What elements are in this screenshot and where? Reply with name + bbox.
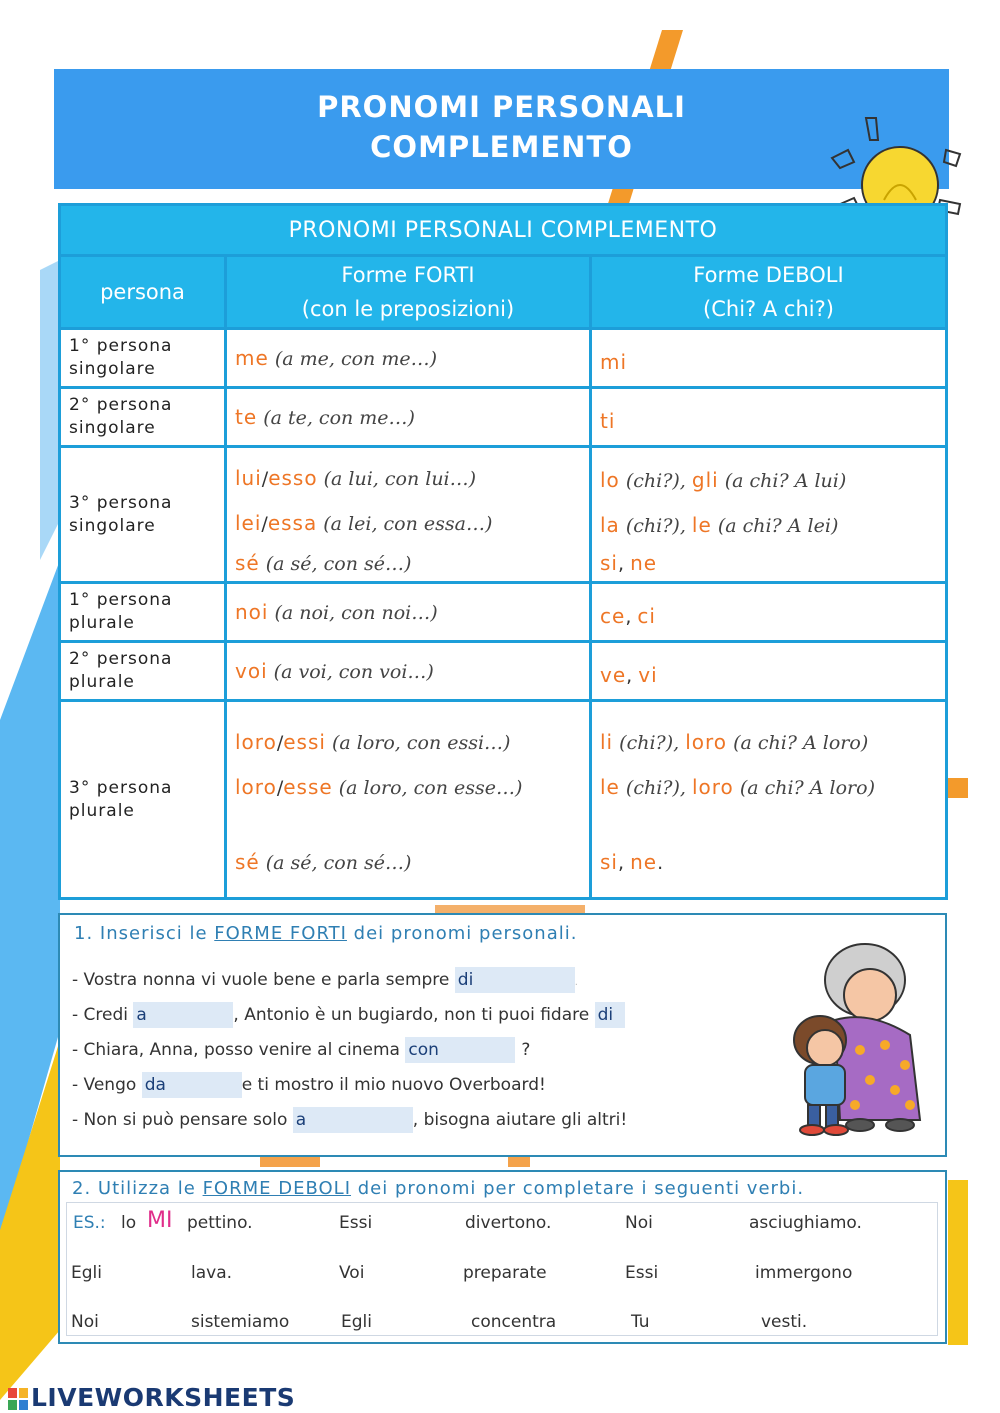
sentence-3 (72, 1037, 530, 1063)
strong-form: essi (283, 730, 326, 754)
persona-cell (60, 642, 226, 701)
answer-field-3[interactable] (595, 1002, 625, 1028)
verb-text: immergono (755, 1263, 853, 1283)
number-label: plurale (69, 800, 135, 821)
banner-title-line2: COMPLEMENTO (370, 130, 633, 164)
preposition: di (457, 970, 474, 990)
table-row (60, 701, 947, 899)
sentence-text: ? (521, 1040, 531, 1060)
strong-form: loro (235, 775, 277, 799)
example-text: (chi?), (613, 732, 686, 754)
preposition: a (295, 1110, 307, 1130)
strong-form: essa (267, 511, 318, 535)
weak-form: loro (685, 730, 728, 754)
pronouns-table (58, 203, 948, 900)
forti-cell (226, 388, 591, 447)
strong-form: sé (235, 850, 260, 874)
subject-text: Noi (625, 1213, 653, 1233)
sentence-1 (72, 967, 578, 993)
persona-cell (60, 329, 226, 388)
weak-form: ne (630, 850, 658, 874)
preposition: a (136, 1005, 147, 1025)
weak-form: ti (600, 409, 616, 433)
separator: , (625, 606, 638, 628)
example-text: (chi?), (619, 470, 692, 492)
number-label: singolare (69, 359, 156, 379)
example-text: (a chi? A lui) (718, 470, 847, 492)
separator: , (617, 852, 631, 874)
title-text: 1. Inserisci le (74, 923, 215, 944)
title-text: dei pronomi per completare i seguenti verbi. (351, 1178, 805, 1199)
subject-text: Tu (631, 1312, 650, 1332)
deboli-cell (591, 447, 947, 583)
example-text: (a sé, con sé…) (259, 553, 412, 575)
weak-form: loro (691, 775, 734, 799)
answer-field-6[interactable] (293, 1107, 413, 1133)
weak-form: ce (600, 604, 626, 628)
table-row (60, 388, 947, 447)
title-highlight: FORME FORTI (214, 923, 347, 944)
column-header-deboli (591, 256, 947, 329)
persona-label: 2° persona (69, 649, 173, 669)
example-text: (chi?), (619, 777, 692, 799)
sentence-2 (72, 1002, 625, 1028)
strong-form: noi (235, 600, 269, 624)
exercise-2-box (58, 1170, 947, 1344)
table-row (60, 329, 947, 388)
persona-label: 2° persona (69, 395, 173, 415)
example-text: (chi?), (619, 515, 692, 537)
verb-text: sistemiamo (191, 1312, 290, 1332)
deboli-cell (591, 583, 947, 642)
sentence-text: e ti mostro il mio nuovo Overboard! (241, 1075, 546, 1095)
strong-form: voi (235, 659, 268, 683)
forti-cell (226, 642, 591, 701)
weak-form: le (691, 513, 712, 537)
deboli-cell (591, 701, 947, 899)
sentence-text: , bisogna aiutare gli altri! (412, 1110, 628, 1130)
verb-text: preparate (463, 1263, 547, 1283)
exercise-2-title (72, 1178, 804, 1199)
example-text: (a noi, con noi…) (268, 602, 438, 624)
answer-field-1[interactable] (455, 967, 575, 993)
verb-text: lava. (191, 1263, 233, 1283)
footer-brand (8, 1383, 295, 1412)
example-text: (a chi? A loro) (733, 777, 875, 799)
strong-form: loro (235, 730, 277, 754)
example-answer: MI (147, 1208, 173, 1233)
verbs-grid (66, 1202, 938, 1336)
weak-form: si (600, 850, 618, 874)
persona-label: 1° persona (69, 590, 173, 610)
separator: / (276, 732, 284, 754)
example-text: (a chi? A lei) (711, 515, 839, 537)
subject-text: Egli (71, 1263, 102, 1283)
sentence-text: - Non si può pensare solo (72, 1110, 293, 1130)
strong-form: esso (268, 466, 318, 490)
answer-field-5[interactable] (142, 1072, 242, 1098)
strong-form: esse (283, 775, 333, 799)
persona-cell (60, 583, 226, 642)
table-title: PRONOMI PERSONALI COMPLEMENTO (60, 205, 947, 256)
example-text: lo (121, 1213, 137, 1233)
strong-form: lui (235, 466, 262, 490)
forti-cell (226, 701, 591, 899)
weak-form: le (600, 775, 620, 799)
weak-form: la (600, 513, 620, 537)
sentence-text: - Credi (72, 1005, 134, 1025)
grandmother-hug-illustration (760, 940, 935, 1140)
example-text: (a loro, con essi…) (325, 732, 511, 754)
sentence-5 (72, 1107, 627, 1133)
example-text: (a chi? A loro) (727, 732, 869, 754)
example-label: ES.: (73, 1213, 106, 1233)
sentence-text: , Antonio è un bugiardo, non ti puoi fidare (233, 1005, 595, 1025)
separator: / (261, 468, 269, 490)
separator: , (626, 665, 639, 687)
sentence-text: - Chiara, Anna, posso venire al cinema (72, 1040, 406, 1060)
weak-form: vi (638, 663, 658, 687)
example-text: (a loro, con esse…) (332, 777, 523, 799)
sentence-text: . (574, 977, 578, 988)
weak-form: li (600, 730, 614, 754)
title-text: dei pronomi personali. (346, 923, 578, 944)
separator: , (617, 553, 631, 575)
forti-cell (226, 583, 591, 642)
subject-text: Egli (341, 1312, 372, 1332)
strong-form: sé (235, 551, 260, 575)
number-label: plurale (69, 672, 135, 692)
strong-form: me (235, 346, 269, 370)
sentence-4 (72, 1072, 546, 1098)
persona-cell (60, 701, 226, 899)
preposition: da (144, 1075, 166, 1095)
subject-text: Voi (339, 1263, 365, 1283)
deboli-cell (591, 642, 947, 701)
persona-cell (60, 388, 226, 447)
verb-text: pettino. (187, 1213, 253, 1233)
preposition: con (408, 1040, 439, 1060)
table-row (60, 642, 947, 701)
verb-text: divertono. (465, 1213, 552, 1233)
column-header-persona: persona (60, 256, 226, 329)
verb-text: concentra (471, 1312, 557, 1332)
weak-form: ve (600, 663, 627, 687)
weak-form: si (600, 551, 618, 575)
preposition: di (597, 1005, 614, 1025)
brand-name: LIVEWORKSHEETS (31, 1383, 296, 1412)
sentence-text: - Vengo (72, 1075, 142, 1095)
strong-form: te (235, 405, 258, 429)
verb-text: asciughiamo. (749, 1213, 862, 1233)
example-text: (a voi, con voi…) (267, 661, 434, 683)
forti-cell (226, 329, 591, 388)
subject-text: Essi (339, 1213, 373, 1233)
table-row (60, 447, 947, 583)
liveworksheets-logo-icon (8, 1388, 28, 1410)
number-label: singolare (69, 418, 156, 438)
persona-label: 1° persona (69, 336, 173, 356)
example-text: (a te, con me…) (257, 407, 415, 429)
weak-form: lo (600, 468, 620, 492)
strong-form: lei (235, 511, 262, 535)
column-header-forti (226, 256, 591, 329)
example-text: (a sé, con sé…) (259, 852, 412, 874)
persona-label: 3° persona (69, 777, 173, 798)
title-highlight: FORME DEBOLI (202, 1178, 352, 1199)
persona-label: 3° persona (69, 492, 173, 513)
answer-field-4[interactable] (405, 1037, 515, 1063)
separator: / (261, 513, 268, 535)
sentence-text: - Vostra nonna vi vuole bene e parla sempre (72, 970, 455, 990)
persona-cell (60, 447, 226, 583)
number-label: singolare (69, 515, 156, 536)
title-banner (54, 69, 949, 189)
forti-header-line2: (con le preposizioni) (301, 297, 515, 321)
weak-form: mi (600, 350, 628, 374)
title-text: 2. Utilizza le (72, 1178, 203, 1199)
answer-field-2[interactable] (133, 1002, 233, 1028)
number-label: plurale (69, 613, 135, 633)
weak-form: ne (630, 551, 658, 575)
deboli-cell (591, 388, 947, 447)
deboli-cell (591, 329, 947, 388)
table-row (60, 583, 947, 642)
subject-text: Noi (71, 1312, 99, 1332)
example-text: (a me, con me…) (268, 348, 437, 370)
example-text: (a lui, con lui…) (317, 468, 477, 490)
weak-form: ci (637, 604, 656, 628)
forti-header-line1: Forme FORTI (341, 263, 475, 287)
example-text: (a lei, con essa…) (317, 513, 493, 535)
weak-form: gli (691, 468, 719, 492)
exercise-1-title (74, 923, 577, 944)
verb-text: vesti. (761, 1312, 808, 1332)
subject-text: Essi (625, 1263, 659, 1283)
separator: . (657, 852, 664, 874)
separator: / (276, 777, 284, 799)
forti-cell (226, 447, 591, 583)
deboli-header-line1: Forme DEBOLI (693, 263, 844, 287)
deboli-header-line2: (Chi? A chi?) (703, 297, 834, 321)
banner-title-line1: PRONOMI PERSONALI (317, 90, 686, 124)
